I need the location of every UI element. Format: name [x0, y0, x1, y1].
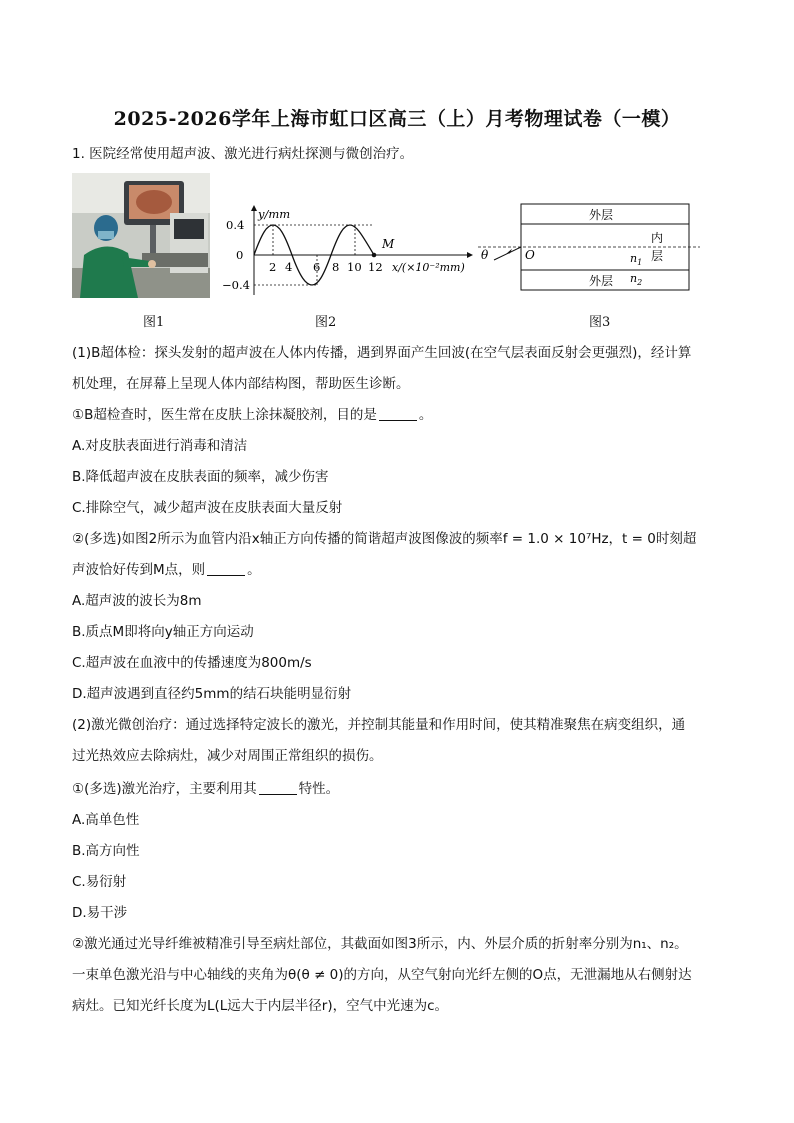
y-axis-label: y/mm [258, 207, 291, 221]
x-tick-4: 4 [285, 260, 293, 274]
origin-o-label: O [525, 248, 535, 262]
part1-q2-end: 。 [247, 562, 261, 578]
part1-q2-option-a: A.超声波的波长为8m [72, 593, 202, 609]
part1-q2-option-b: B.质点M即将向y轴正方向运动 [72, 624, 254, 640]
figure-2-wave-graph [222, 200, 482, 304]
part2-q1-option-b: B.高方向性 [72, 843, 140, 859]
part2-q2-line2: 一束单色激光沿与中心轴线的夹角为θ(θ ≠ 0)的方向，从空气射向光纤左侧的O点，无泄漏地从右侧射达 [72, 967, 692, 983]
doctor-photo-image [72, 173, 210, 298]
point-m-label: M [382, 237, 395, 251]
part2-q1-end: 特性。 [298, 781, 340, 797]
part1-q1-end: 。 [418, 407, 433, 423]
figure-3-fiber-diagram [474, 198, 704, 302]
x-tick-10: 10 [347, 260, 362, 274]
answer-blank-1[interactable] [379, 406, 417, 421]
part1-line2: 机处理，在屏幕上呈现人体内部结构图，帮助医生诊断。 [72, 376, 410, 392]
part2-line2: 过光热效应去除病灶，减少对周围正常组织的损伤。 [72, 748, 383, 764]
question-1-intro: 1. 医院经常使用超声波、激光进行病灶探测与微创治疗。 [72, 146, 414, 162]
part2-q1-text: ①(多选)激光治疗，主要利用其 [72, 781, 257, 797]
x-tick-12: 12 [368, 260, 383, 274]
inner-layer-label-1: 内 [651, 231, 664, 245]
answer-blank-3[interactable] [259, 780, 297, 795]
x-axis-label: x/(×10⁻²mm) [392, 261, 465, 274]
inner-layer-label-2: 层 [651, 249, 664, 263]
fig3-caption: 图3 [589, 315, 611, 330]
x-tick-6: 6 [313, 260, 321, 274]
n1-label: $n_1$ [630, 252, 643, 267]
y-tick-bottom: −0.4 [222, 278, 250, 292]
part1-q2-option-d: D.超声波遇到直径约5mm的结石块能明显衍射 [72, 686, 352, 702]
part1-q1 [72, 405, 432, 425]
part1-line1: (1)B超体检：探头发射的超声波在人体内传播，遇到界面产生回波(在空气层表面反射会更强烈)，经计算 [72, 345, 692, 361]
part1-q2-text: 声波恰好传到M点，则 [72, 562, 206, 578]
wave-graph-svg [222, 200, 482, 300]
part1-q1-option-a: A.对皮肤表面进行消毒和清洁 [72, 438, 248, 454]
outer-layer-top-label: 外层 [589, 208, 614, 222]
answer-blank-2[interactable] [207, 561, 245, 576]
part1-q2-option-c: C.超声波在血液中的传播速度为800m/s [72, 655, 312, 671]
figure-1-photo [72, 173, 210, 298]
fig2-caption: 图2 [315, 315, 337, 330]
angle-theta-label: θ [481, 248, 489, 262]
part2-q2-line1: ②激光通过光导纤维被精准引导至病灶部位，其截面如图3所示，内、外层介质的折射率分别为n₁、n₂。 [72, 936, 688, 952]
part2-line1: (2)激光微创治疗：通过选择特定波长的激光，并控制其能量和作用时间，使其精准聚焦在病变组织，通 [72, 717, 686, 733]
y-tick-zero: 0 [236, 248, 244, 262]
part2-q1-option-c: C.易衍射 [72, 874, 127, 890]
n2-label: $n_2$ [630, 272, 643, 287]
part1-q2-line2 [72, 560, 261, 580]
part2-q2-line3: 病灶。已知光纤长度为L(L远大于内层半径r)，空气中光速为c。 [72, 998, 449, 1014]
outer-layer-bottom-label: 外层 [589, 274, 614, 288]
point-m-dot [372, 253, 377, 258]
page-title: 2025-2026学年上海市虹口区高三（上）月考物理试卷（一模） [113, 108, 681, 130]
fiber-diagram-svg [474, 198, 704, 298]
y-tick-top: 0.4 [226, 218, 245, 232]
part2-q1 [72, 779, 339, 799]
part1-q1-text: ①B超检查时，医生常在皮肤上涂抹凝胶剂，目的是 [72, 407, 377, 423]
part1-q1-option-c: C.排除空气，减少超声波在皮肤表面大量反射 [72, 500, 343, 516]
fig1-caption: 图1 [143, 315, 165, 330]
x-tick-8: 8 [332, 260, 340, 274]
part2-q1-option-a: A.高单色性 [72, 812, 140, 828]
x-tick-2: 2 [269, 260, 277, 274]
part2-q1-option-d: D.易干涉 [72, 905, 128, 921]
part1-q2-line1: ②(多选)如图2所示为血管内沿x轴正方向传播的简谐超声波图像波的频率f = 1.0 × 10⁷Hz，t = 0时刻超 [72, 531, 697, 547]
part1-q1-option-b: B.降低超声波在皮肤表面的频率，减少伤害 [72, 469, 329, 485]
